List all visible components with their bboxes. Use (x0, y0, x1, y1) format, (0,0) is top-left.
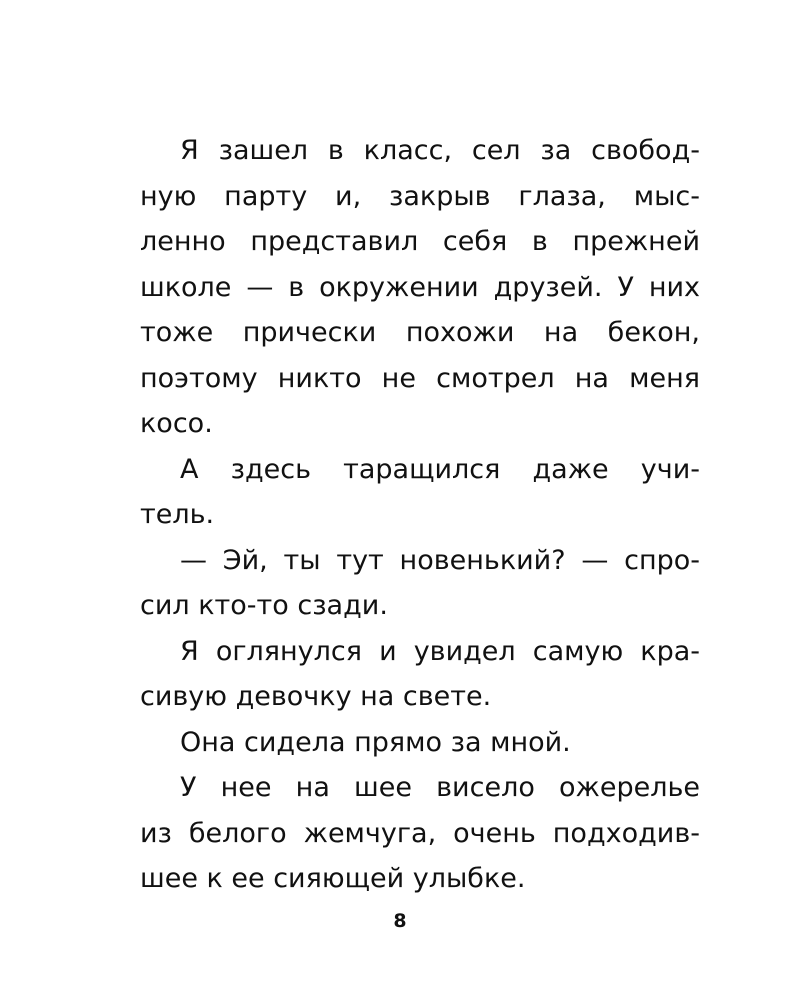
text-line: шее к ее сияющей улыбке. (140, 863, 526, 894)
text-line: поэтому никто не смотрел на меня (140, 362, 700, 394)
text-line: У нее на шее висело ожерелье (180, 772, 700, 803)
body-text (140, 128, 700, 902)
text-line: ную парту и, закрыв глаза, мыс- (140, 180, 700, 212)
text-line: — Эй, ты тут новенький? — спро- (180, 544, 700, 576)
text-line: из белого жемчуга, очень подходив- (140, 817, 700, 849)
text-line: ленно представил себя в прежней (140, 226, 700, 257)
text-line: тоже прически похожи на бекон, (140, 317, 700, 348)
text-line: Я зашел в класс, сел за свобод- (180, 135, 700, 166)
text-line: тель. (140, 499, 215, 530)
text-line: А здесь таращился даже учи- (180, 453, 700, 485)
text-line: косо. (140, 408, 213, 439)
text-line: Она сидела прямо за мной. (180, 726, 571, 758)
text-line: школе — в окружении друзей. У них (140, 271, 700, 303)
page-number: 8 (393, 910, 407, 932)
text-line: сивую девочку на свете. (140, 681, 492, 712)
text-line: Я оглянулся и увидел самую кра- (180, 635, 700, 667)
text-line: сил кто-то сзади. (140, 590, 388, 621)
